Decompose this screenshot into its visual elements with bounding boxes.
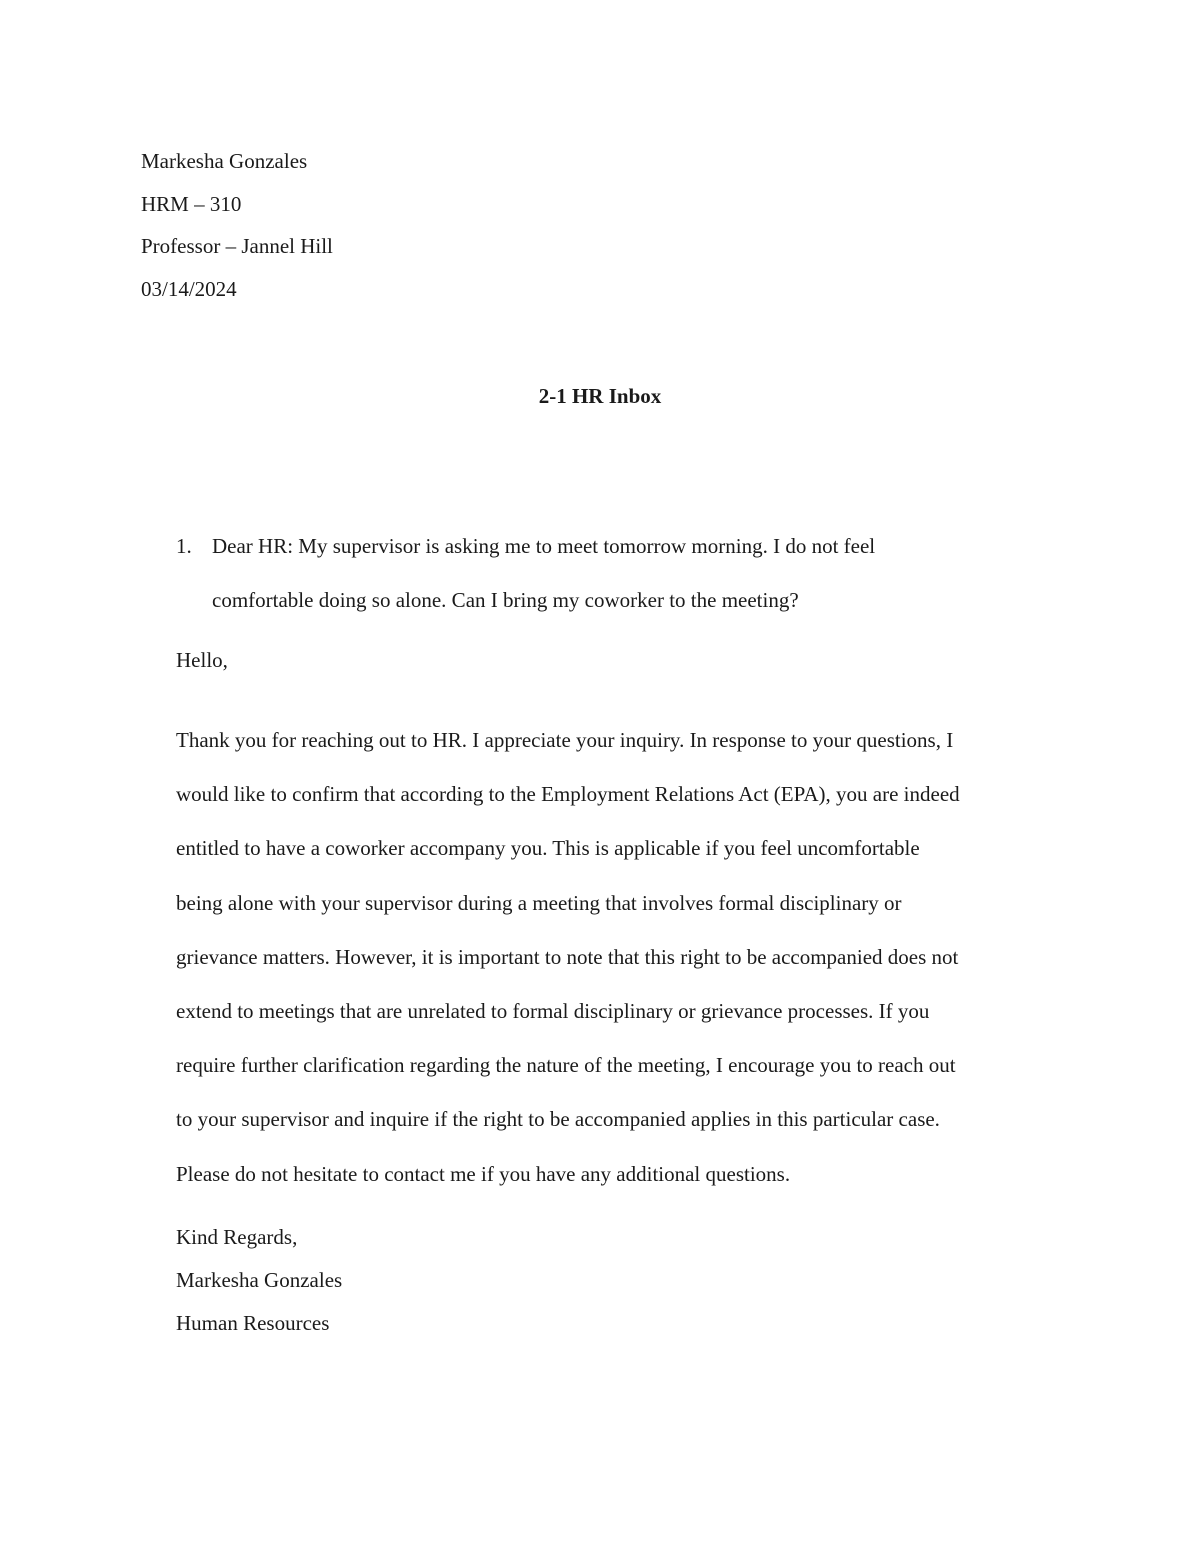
document-date: 03/14/2024 (141, 276, 237, 301)
question-text (176, 520, 1036, 627)
response-line: Thank you for reaching out to HR. I appreciate your inquiry. In response to your questions, I (176, 728, 954, 752)
response-line: require further clarification regarding the nature of the meeting, I encourage you to reach out (176, 1053, 956, 1078)
question-item (176, 520, 1036, 627)
response-line: Please do not hesitate to contact me if you have any additional questions. (176, 1161, 791, 1186)
question-line: Dear HR: My supervisor is asking me to meet tomorrow morning. I do not feel (212, 534, 876, 558)
response-greeting: Hello, (176, 648, 228, 672)
response-line: entitled to have a coworker accompany you. This is applicable if you feel uncomfortable (176, 836, 920, 861)
response-body (176, 713, 1076, 1201)
document-title: 2-1 HR Inbox (538, 384, 662, 408)
signoff-block (176, 1216, 342, 1345)
response-line: to your supervisor and inquire if the right to be accompanied applies in this particular case. (176, 1107, 940, 1132)
response-line: would like to confirm that according to the Employment Relations Act (EPA), you are indeed (176, 782, 960, 807)
question-number: 1. (176, 534, 192, 558)
question-line: comfortable doing so alone. Can I bring my coworker to the meeting? (212, 587, 799, 612)
signature-department: Human Resources (176, 1311, 330, 1335)
document-header (141, 140, 333, 310)
closing-text: Kind Regards, (176, 1225, 298, 1249)
response-line: extend to meetings that are unrelated to formal disciplinary or grievance processes. If you (176, 999, 930, 1024)
course-code: HRM – 310 (141, 191, 242, 216)
response-line: grievance matters. However, it is important to note that this right to be accompanied does not (176, 944, 959, 969)
signature-name: Markesha Gonzales (176, 1268, 343, 1292)
response-line: being alone with your supervisor during a meeting that involves formal disciplinary or (176, 890, 902, 915)
author-name: Markesha Gonzales (141, 149, 308, 173)
professor-name: Professor – Jannel Hill (141, 234, 333, 258)
